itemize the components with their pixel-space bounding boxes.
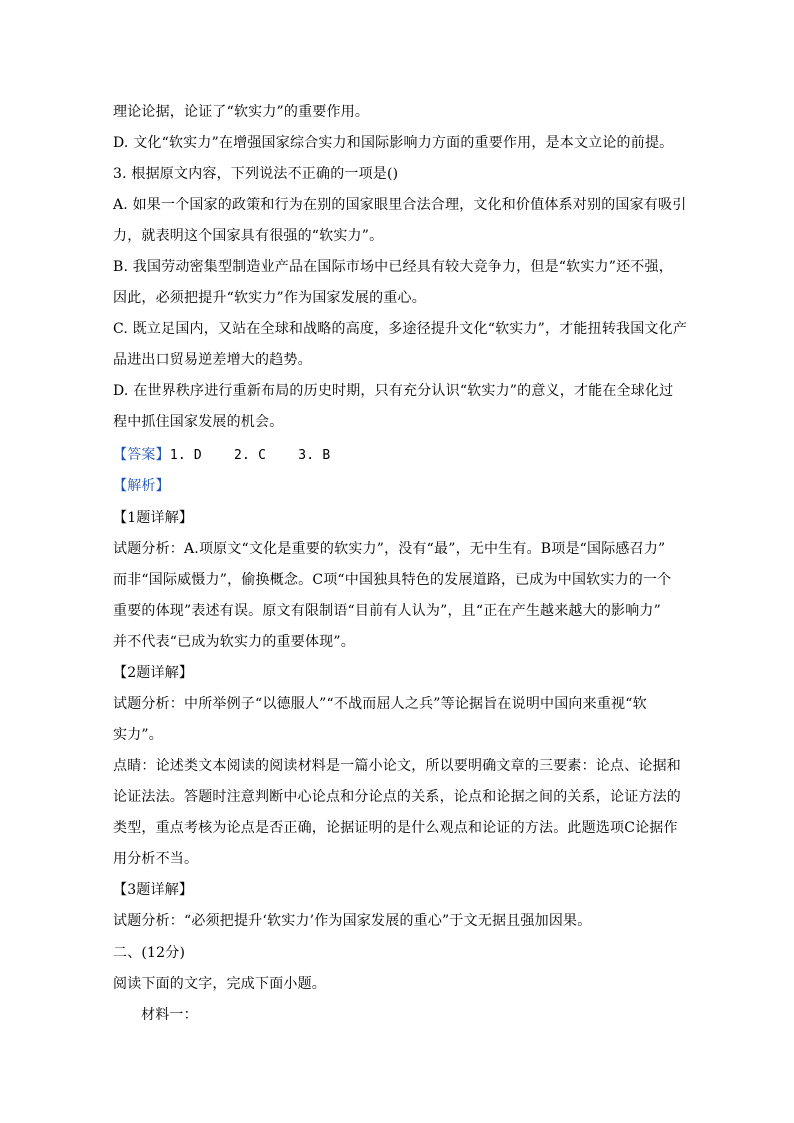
q2-label: 【2题详解】 [113,665,194,681]
q2-text-line: 试题分析：中所举例子“以德服人”“不战而屈人之兵”等论据旨在说明中国向来重视“软 [113,696,647,712]
analysis-label: 【解析】 [113,478,170,494]
option-b: B. 我国劳动密集型制造业产品在国际市场中已经具有较大竞争力，但是“软实力”还不强， [113,259,673,275]
option-c: C. 既立足国内，又站在全球和战略的高度，多途径提升文化“软实力”，才能扭转我国文化产 [113,321,688,337]
q2-note-line: 用分析不当。 [113,851,199,867]
answer-text: 1. D 2. C 3. B [169,448,331,463]
q3-label: 【3题详解】 [113,882,194,898]
q2-text-line: 实力”。 [113,727,163,743]
q1-text-line: 重要的体现”表述有误。原文有限制语“目前有人认为”，且“正在产生越来越大的影响力” [113,603,661,619]
section-instruction: 阅读下面的文字，完成下面小题。 [113,976,326,992]
material-label: 材料一： [141,1007,198,1023]
text-line: 品进出口贸易逆差增大的趋势。 [113,352,312,368]
option-d: D. 在世界秩序进行重新布局的历史时期，只有充分认识“软实力”的意义，才能在全球化过 [113,383,674,399]
question-3: 3. 根据原文内容，下列说法不正确的一项是() [113,166,399,182]
q2-note-line: 论证法法。答题时注意判断中心论点和分论点的关系，论点和论据之间的关系，论证方法的 [113,789,681,805]
q3-text-line: 试题分析：“必须把提升‘软实力’作为国家发展的重心”于文无据且强加因果。 [113,913,592,929]
text-line: 因此，必须把提升“软实力”作为国家发展的重心。 [113,290,426,306]
q2-note-line: 点睛：论述类文本阅读的阅读材料是一篇小论文，所以要明确文章的三要素：论点、论据和 [113,758,681,774]
q1-text-line: 而非“国际威慑力”，偷换概念。C项“中国独具特色的发展道路，已成为中国软实力的一个 [113,572,672,588]
option-d: D. 文化“软实力”在增强国家综合实力和国际影响力方面的重要作用，是本文立论的前提。 [113,135,674,151]
section-heading: 二、(12分) [113,945,186,961]
q1-text-line: 试题分析：A.项原文“文化是重要的软实力”，没有“最”，无中生有。B项是“国际感召力” [113,541,666,557]
answer-label: 【答案】 [113,447,170,463]
option-a: A. 如果一个国家的政策和行为在别的国家眼里合法合理，文化和价值体系对别的国家有吸引 [113,197,687,213]
text-line: 程中抓住国家发展的机会。 [113,414,284,430]
q1-label: 【1题详解】 [113,510,194,526]
text-line: 力，就表明这个国家具有很强的“软实力”。 [113,228,384,244]
text-line: 理论论据，论证了“软实力”的重要作用。 [113,104,370,120]
answer-line [113,446,683,465]
q2-note-line: 类型，重点考核为论点是否正确，论据证明的是什么观点和论证的方法。此题选项C论据作 [113,820,678,836]
q1-text-line: 并不代表“已成为软实力的重要体现”。 [113,634,355,650]
